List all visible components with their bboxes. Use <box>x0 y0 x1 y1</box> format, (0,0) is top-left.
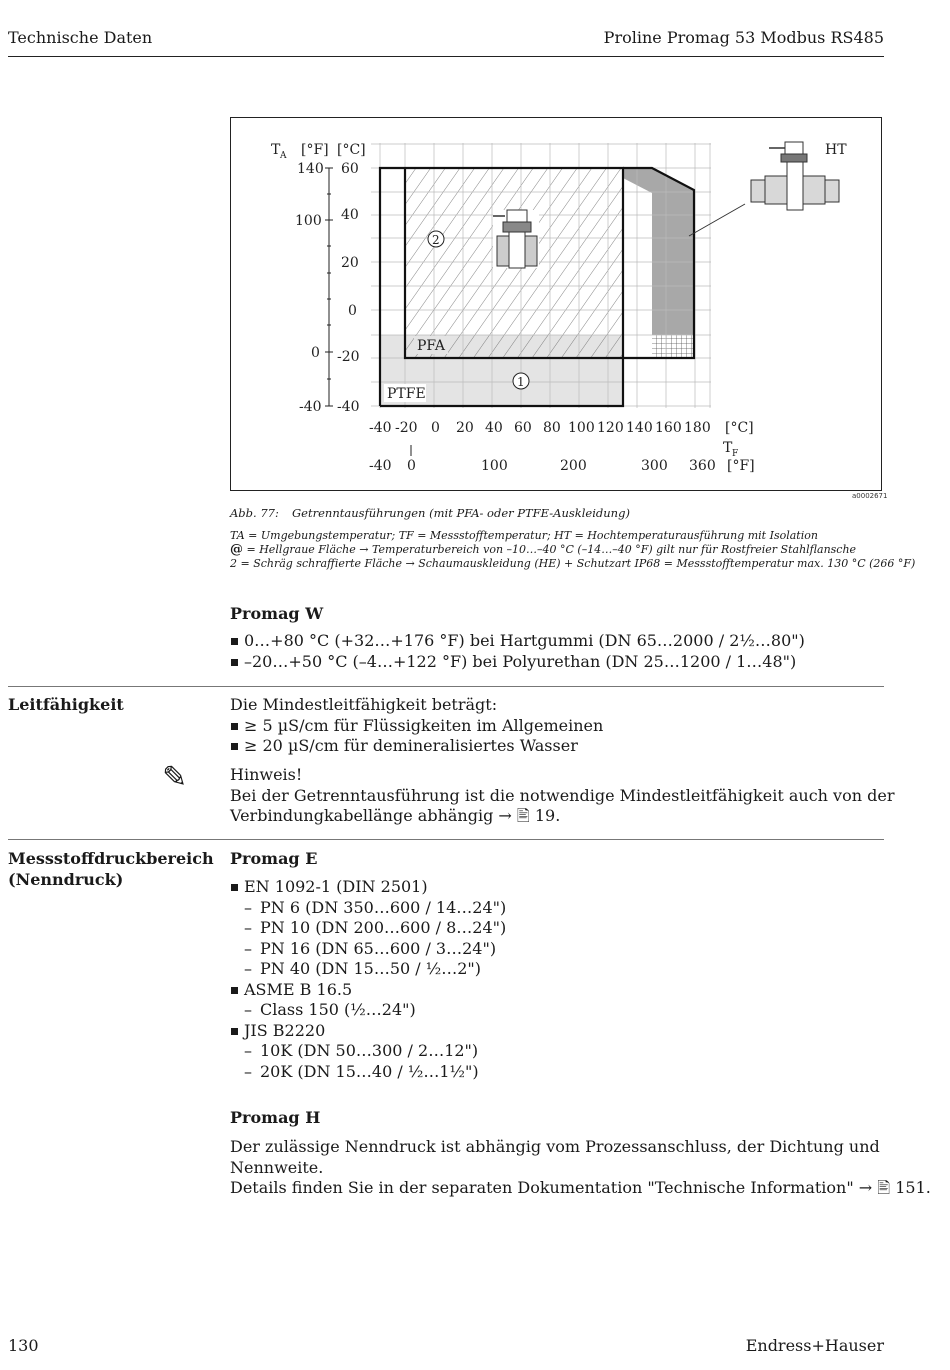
sub-item: – PN 10 (DN 200…600 / 8…24") <box>230 918 506 939</box>
legend-line-2-wrap <box>230 543 856 557</box>
x-c-tick: 140 <box>626 420 653 436</box>
x-c-tick: 20 <box>456 420 474 436</box>
druck-label-line-2: (Nenndruck) <box>8 869 124 889</box>
sub-item: – PN 40 (DN 15…50 / ½…2") <box>230 959 506 980</box>
x-c-tick: 60 <box>514 420 532 436</box>
figure-id: a0002671 <box>852 492 888 500</box>
x-f-tick: 0 <box>407 458 416 474</box>
list-item-en: EN 1092-1 (DIN 2501) <box>230 877 506 898</box>
list-item-jis: JIS B2220 <box>230 1021 506 1042</box>
x-c-tick: 160 <box>655 420 682 436</box>
note-line-1: Bei der Getrenntausführung ist die notwendige Mindestleitfähigkeit auch von der <box>230 785 895 805</box>
promag-h-line-2: Details finden Sie in der separaten Dokumentation "Technische Information" → 🖹 151. <box>230 1178 931 1197</box>
y-f-tick: 100 <box>295 213 322 229</box>
druck-label <box>8 849 214 890</box>
pencil-note-icon: ✎ <box>162 760 188 795</box>
axis-tf-label: T <box>723 440 733 456</box>
x-c-tick: 80 <box>543 420 561 436</box>
list-item: –20…+50 °C (–4…+122 °F) bei Polyurethan (DN 25…1200 / 1…48") <box>230 652 805 673</box>
pfa-label: PFA <box>417 338 446 354</box>
list-item-asme: ASME B 16.5 <box>230 980 506 1001</box>
x-unit-f: [°F] <box>727 458 755 474</box>
x-unit-c: [°C] <box>725 420 754 436</box>
promag-h-line-1: Der zulässige Nenndruck ist abhängig vom Prozessanschluss, der Dichtung und Nennweite. <box>230 1137 880 1177</box>
sub-item: – PN 16 (DN 65…600 / 3…24") <box>230 939 506 960</box>
sub-item: – 20K (DN 15…40 / ½…1½") <box>230 1062 506 1083</box>
stainless-flange-icon: @ <box>230 542 243 557</box>
y-c-tick: -40 <box>337 399 360 415</box>
promag-e-list <box>230 877 506 1082</box>
y-c-tick: -20 <box>337 349 360 365</box>
ht-grey-area <box>623 168 694 358</box>
x-c-tick: 120 <box>597 420 624 436</box>
legend-line-2: = Hellgraue Fläche → Temperaturbereich von –10…–40 °C (–14…–40 °F) gilt nur für Rostfreier Stahlflansche <box>246 543 857 556</box>
note-line-2: Verbindungkabellänge abhängig → 🖹 19. <box>230 806 561 825</box>
y-c-tick: 20 <box>341 255 359 271</box>
y-f-tick: 0 <box>311 345 320 361</box>
section-rule <box>8 686 884 687</box>
axis-ta-subscript: A <box>280 151 287 161</box>
marker-2-text: 2 <box>432 233 440 247</box>
section-rule <box>8 839 884 840</box>
figure-caption <box>230 506 630 520</box>
y-c-tick: 40 <box>341 207 359 223</box>
x-c-tick: 0 <box>431 420 440 436</box>
sub-item: – Class 150 (½…24") <box>230 1000 506 1021</box>
leitfaehigkeit-intro: Die Mindestleitfähigkeit beträgt: <box>230 695 498 714</box>
x-c-tick: 40 <box>485 420 503 436</box>
y-f-tick: 140 <box>297 161 324 177</box>
legend-line-3: 2 = Schräg schraffierte Fläche → Schaumauskleidung (HE) + Schutzart IP68 = Messstofftemperatur max. 130 °C (266 °F) <box>230 557 916 570</box>
sub-item: – PN 6 (DN 350…600 / 14…24") <box>230 898 506 919</box>
x-f-tick: 360 <box>689 458 716 474</box>
ht-label: HT <box>825 142 847 158</box>
footer-brand: Endress+Hauser <box>745 1336 884 1355</box>
leitfaehigkeit-content <box>230 695 603 757</box>
temperature-diagram-svg <box>231 118 881 490</box>
caption-text: Getrenntausführungen (mit PFA- oder PTFE-Auskleidung) <box>292 506 630 520</box>
note-title: Hinweis! <box>230 765 303 784</box>
druck-label-line-1: Messstoffdruckbereich <box>8 849 214 868</box>
running-header-left: Technische Daten <box>8 28 153 47</box>
axis-tf-subscript: F <box>732 449 739 459</box>
page-number: 130 <box>8 1336 39 1355</box>
y-unit-f: [°F] <box>301 142 329 158</box>
caption-number: Abb. 77: <box>230 506 279 520</box>
leitfaehigkeit-label: Leitfähigkeit <box>8 695 124 714</box>
y-c-tick: 60 <box>341 161 359 177</box>
sensor-device-icon <box>493 210 539 268</box>
ptfe-label: PTFE <box>387 386 426 402</box>
x-f-tick: 100 <box>481 458 508 474</box>
header-rule <box>8 56 884 57</box>
y-f-tick: -40 <box>299 399 322 415</box>
x-c-tick: 180 <box>684 420 711 436</box>
temperature-diagram <box>230 117 882 491</box>
note-block <box>230 765 894 827</box>
x-c-tick: -20 <box>395 420 418 436</box>
promag-h-heading: Promag H <box>230 1108 321 1127</box>
axis-ta-label: T <box>271 142 281 158</box>
x-f-tick: 300 <box>641 458 668 474</box>
x-f-tick: 200 <box>560 458 587 474</box>
promag-h-text <box>230 1137 950 1199</box>
list-item: ≥ 5 µS/cm für Flüssigkeiten im Allgemeinen <box>230 716 603 737</box>
legend-line-1: TA = Umgebungstemperatur; TF = Messstofftemperatur; HT = Hochtemperaturausführung mit Isolation <box>230 529 818 542</box>
promag-w-heading: Promag W <box>230 604 324 623</box>
list-item: ≥ 20 µS/cm für demineralisiertes Wasser <box>230 736 603 757</box>
y-c-tick: 0 <box>348 303 357 319</box>
x-c-tick: -40 <box>369 420 392 436</box>
running-header-right: Proline Promag 53 Modbus RS485 <box>603 28 884 47</box>
x-f-tick: -40 <box>369 458 392 474</box>
promag-w-list <box>230 631 805 672</box>
marker-1-text: 1 <box>517 375 525 389</box>
promag-e-heading: Promag E <box>230 849 318 868</box>
sub-item: – 10K (DN 50…300 / 2…12") <box>230 1041 506 1062</box>
x-c-tick: 100 <box>568 420 595 436</box>
cross-hatched-area <box>652 335 694 358</box>
ht-device-icon <box>689 142 839 236</box>
list-item: 0…+80 °C (+32…+176 °F) bei Hartgummi (DN 65…2000 / 2½…80") <box>230 631 805 652</box>
y-unit-c: [°C] <box>337 142 366 158</box>
